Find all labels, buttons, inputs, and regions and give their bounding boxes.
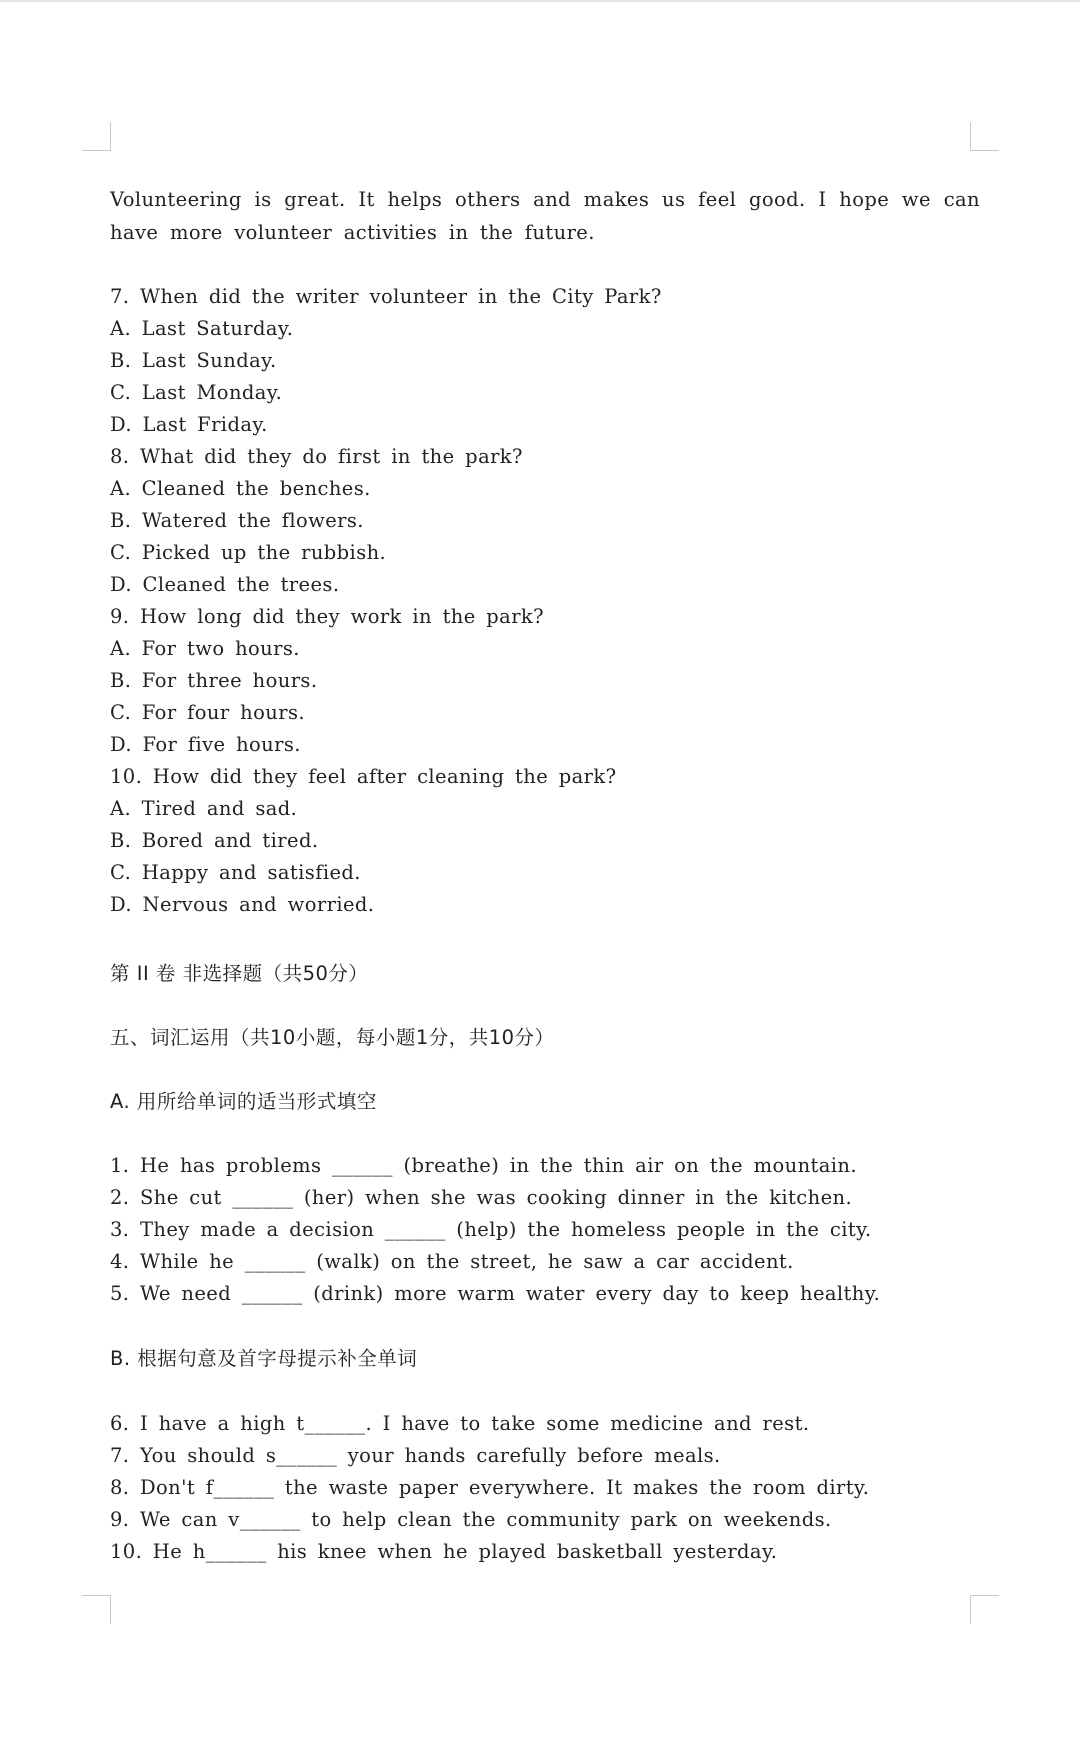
fill-in-item: 6. I have a high t______. I have to take some medicine and rest. bbox=[110, 1412, 810, 1435]
answer-option: B. Bored and tired. bbox=[110, 829, 319, 852]
answer-option: A. Tired and sad. bbox=[110, 797, 298, 820]
question-stem: 7. When did the writer volunteer in the City Park? bbox=[110, 285, 662, 308]
fill-in-item: 5. We need ______ (drink) more warm water every day to keep healthy. bbox=[110, 1282, 881, 1305]
fill-in-item: 4. While he ______ (walk) on the street, he saw a car accident. bbox=[110, 1250, 794, 1273]
margin-corner-mark-top-right bbox=[970, 122, 999, 151]
reading-questions bbox=[110, 281, 980, 921]
fill-in-item: 1. He has problems ______ (breathe) in the thin air on the mountain. bbox=[110, 1154, 857, 1177]
part-b-items bbox=[110, 1408, 980, 1568]
part-b-heading: B. 根据句意及首字母提示补全单词 bbox=[110, 1347, 418, 1370]
answer-option: D. For five hours. bbox=[110, 733, 301, 756]
part-a-items bbox=[110, 1150, 980, 1310]
question-stem: 8. What did they do first in the park? bbox=[110, 445, 523, 468]
answer-option: A. For two hours. bbox=[110, 637, 300, 660]
question-stem: 10. How did they feel after cleaning the park? bbox=[110, 765, 617, 788]
margin-corner-mark-bottom-left bbox=[82, 1595, 111, 1624]
passage-closing-paragraph: Volunteering is great. It helps others and makes us feel good. I hope we can have more volunteer activities in the future. bbox=[110, 188, 980, 244]
answer-option: A. Last Saturday. bbox=[110, 317, 294, 340]
answer-option: C. Last Monday. bbox=[110, 381, 283, 404]
fill-in-item: 3. They made a decision ______ (help) the homeless people in the city. bbox=[110, 1218, 872, 1241]
answer-option: D. Cleaned the trees. bbox=[110, 573, 340, 596]
section-five-heading: 五、词汇运用（共10小题，每小题1分，共10分） bbox=[110, 1026, 555, 1049]
answer-option: B. Watered the flowers. bbox=[110, 509, 364, 532]
margin-corner-mark-top-left bbox=[82, 122, 111, 151]
section-ii-heading: 第 II 卷 非选择题（共50分） bbox=[110, 962, 369, 985]
margin-corner-mark-bottom-right bbox=[970, 1595, 999, 1624]
answer-option: C. Picked up the rubbish. bbox=[110, 541, 387, 564]
fill-in-item: 9. We can v______ to help clean the community park on weekends. bbox=[110, 1508, 832, 1531]
fill-in-item: 2. She cut ______ (her) when she was cooking dinner in the kitchen. bbox=[110, 1186, 853, 1209]
fill-in-item: 10. He h______ his knee when he played basketball yesterday. bbox=[110, 1540, 778, 1563]
page-top-edge bbox=[0, 0, 1080, 2]
answer-option: D. Last Friday. bbox=[110, 413, 268, 436]
answer-option: D. Nervous and worried. bbox=[110, 893, 375, 916]
answer-option: B. Last Sunday. bbox=[110, 349, 277, 372]
answer-option: C. Happy and satisfied. bbox=[110, 861, 361, 884]
fill-in-item: 8. Don't f______ the waste paper everywhere. It makes the room dirty. bbox=[110, 1476, 870, 1499]
answer-option: C. For four hours. bbox=[110, 701, 305, 724]
answer-option: A. Cleaned the benches. bbox=[110, 477, 371, 500]
fill-in-item: 7. You should s______ your hands carefully before meals. bbox=[110, 1444, 721, 1467]
answer-option: B. For three hours. bbox=[110, 669, 318, 692]
part-a-heading: A. 用所给单词的适当形式填空 bbox=[110, 1090, 377, 1113]
question-stem: 9. How long did they work in the park? bbox=[110, 605, 545, 628]
